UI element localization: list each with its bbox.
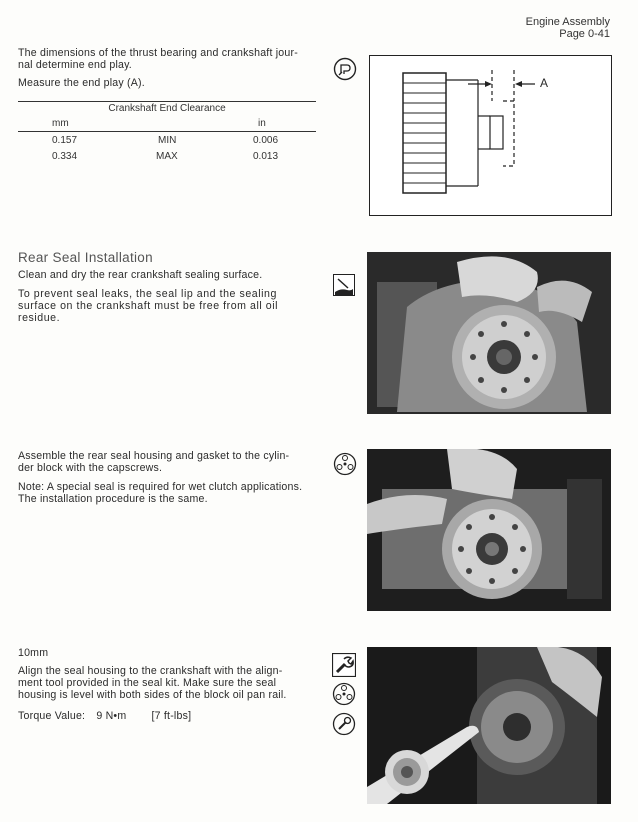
page-header: [526, 16, 610, 40]
assemble-text-line1: Assemble the rear seal housing and gasket to the cylin-: [18, 450, 290, 462]
endplay-text-line1: The dimensions of the thrust bearing and crankshaft jour-: [18, 47, 298, 59]
table-header-mm: mm: [52, 118, 69, 129]
warning-text-line1: To prevent seal leaks, the seal lip and the sealing: [18, 288, 277, 300]
table-header-rule: [18, 131, 316, 132]
table-cell-label: MAX: [156, 151, 178, 162]
align-text-line2: ment tool provided in the seal kit. Make sure the seal: [18, 677, 277, 689]
endplay-diagram: [369, 55, 612, 216]
wet-clutch-note: [18, 481, 302, 505]
warning-text: [18, 288, 278, 324]
measure-instruction: Measure the end play (A).: [18, 77, 145, 89]
clean-icon: [333, 274, 355, 301]
torque-nm: 9 N•m: [96, 710, 127, 722]
warning-text-line2: surface on the crankshaft must be free from all oil: [18, 300, 279, 312]
table-top-rule: [18, 101, 316, 102]
header-page-number: Page 0-41: [559, 28, 610, 40]
note-text-line1: Note: A special seal is required for wet clutch applications.: [18, 481, 303, 493]
header-section-title: Engine Assembly: [525, 16, 610, 28]
wrench-icon: [332, 653, 356, 682]
tool-size: 10mm: [18, 647, 49, 659]
torque-wrench-icon: [332, 712, 356, 741]
note-text-line2: The installation procedure is the same.: [18, 493, 208, 505]
capscrew-icon: [332, 682, 356, 711]
torque-value: [18, 710, 191, 722]
table-cell-in: 0.006: [253, 135, 279, 146]
clean-instruction: Clean and dry the rear crankshaft sealing surface.: [18, 269, 263, 281]
dimension-label: A: [540, 76, 549, 90]
align-text-line1: Align the seal housing to the crankshaft with the align-: [18, 665, 283, 677]
table-cell-in: 0.013: [253, 151, 279, 162]
section-heading: Rear Seal Installation: [18, 250, 153, 265]
table-title: Crankshaft End Clearance: [108, 103, 226, 114]
table-cell-mm: 0.334: [52, 151, 78, 162]
assemble-text-line2: der block with the capscrews.: [18, 462, 163, 474]
endplay-paragraph: [18, 47, 298, 89]
warning-text-line3: residue.: [18, 312, 61, 324]
measure-icon: [333, 57, 357, 86]
seal-housing-photo: [367, 449, 611, 611]
rear-seal-photo: [367, 252, 611, 414]
capscrew-icon: [333, 452, 357, 481]
align-text-line3: housing is level with both sides of the block oil pan rail.: [18, 689, 287, 701]
alignment-tool-photo: [367, 647, 611, 804]
table-header-in: in: [258, 118, 266, 129]
endplay-text-line2: nal determine end play.: [18, 59, 132, 71]
table-cell-label: MIN: [158, 135, 177, 146]
table-cell-mm: 0.157: [52, 135, 78, 146]
torque-label: Torque Value:: [18, 710, 86, 722]
align-instruction: [18, 665, 287, 701]
torque-ftlbs: [7 ft-lbs]: [151, 710, 192, 722]
assemble-instruction: [18, 450, 289, 474]
